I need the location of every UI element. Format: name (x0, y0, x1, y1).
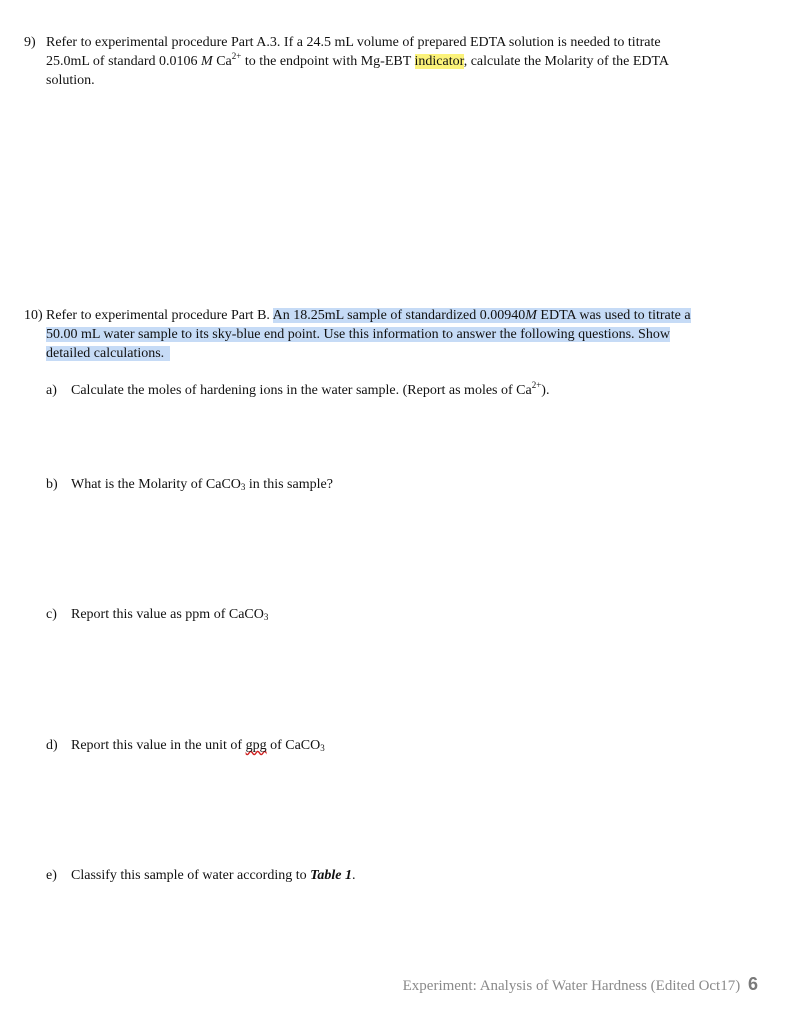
subquestion-a-text: Calculate the moles of hardening ions in the water sample. (Report as moles of $Ca^{2+}$). (71, 380, 550, 398)
subquestion-a-label: a) (46, 383, 57, 398)
page-footer (403, 974, 758, 995)
question-9-number: 9) (24, 35, 36, 50)
subquestion-d-label: d) (46, 738, 58, 753)
misspelled-word[interactable]: gpg (245, 738, 267, 753)
subquestion-c-label: c) (46, 607, 57, 622)
highlighted-word[interactable]: indicator (414, 54, 464, 69)
subquestion-d-text: Report this value in the unit of gpg of CaCO$_3$ (71, 738, 325, 753)
subquestion-e-label: e) (46, 868, 57, 883)
subquestion-b-text: What is the Molarity of CaCO$_3$ in this sample? (71, 477, 333, 492)
question-10-text[interactable]: Refer to experimental procedure Part B. An 18.25mL sample of standardized 0.00940M EDTA was used to titrate a 50.00 mL water sample to its sky-blue end point. Use this information to answer the following questions. Show detailed calculations. (46, 308, 691, 361)
subquestion-b-label: b) (46, 477, 58, 492)
footer-title: Experiment: Analysis of Water Hardness (Edited Oct17) (402, 978, 741, 994)
text-selection[interactable]: 50.00 mL water sample to its sky-blue end point. Use this information to answer the following questions. Show (46, 327, 670, 342)
subquestion-e-text: Classify this sample of water according to Table 1. (71, 868, 356, 883)
question-9-text: Refer to experimental procedure Part A.3. If a 24.5 mL volume of prepared EDTA solution is needed to titrate 25.0mL of standard 0.0106 M $Ca^{2+}$ to the endpoint with Mg-EBT indicator, calculate the Molarity of the EDTA solution. (46, 35, 670, 88)
subquestion-c-text: Report this value as ppm of CaCO$_3$ (71, 607, 269, 622)
text-selection[interactable]: An 18.25mL sample of standardized 0.00940M EDTA was used to titrate a (272, 308, 691, 323)
page-number: 6 (747, 974, 758, 994)
text-selection[interactable]: detailed calculations. (46, 346, 170, 361)
question-10-number: 10) (24, 308, 43, 323)
